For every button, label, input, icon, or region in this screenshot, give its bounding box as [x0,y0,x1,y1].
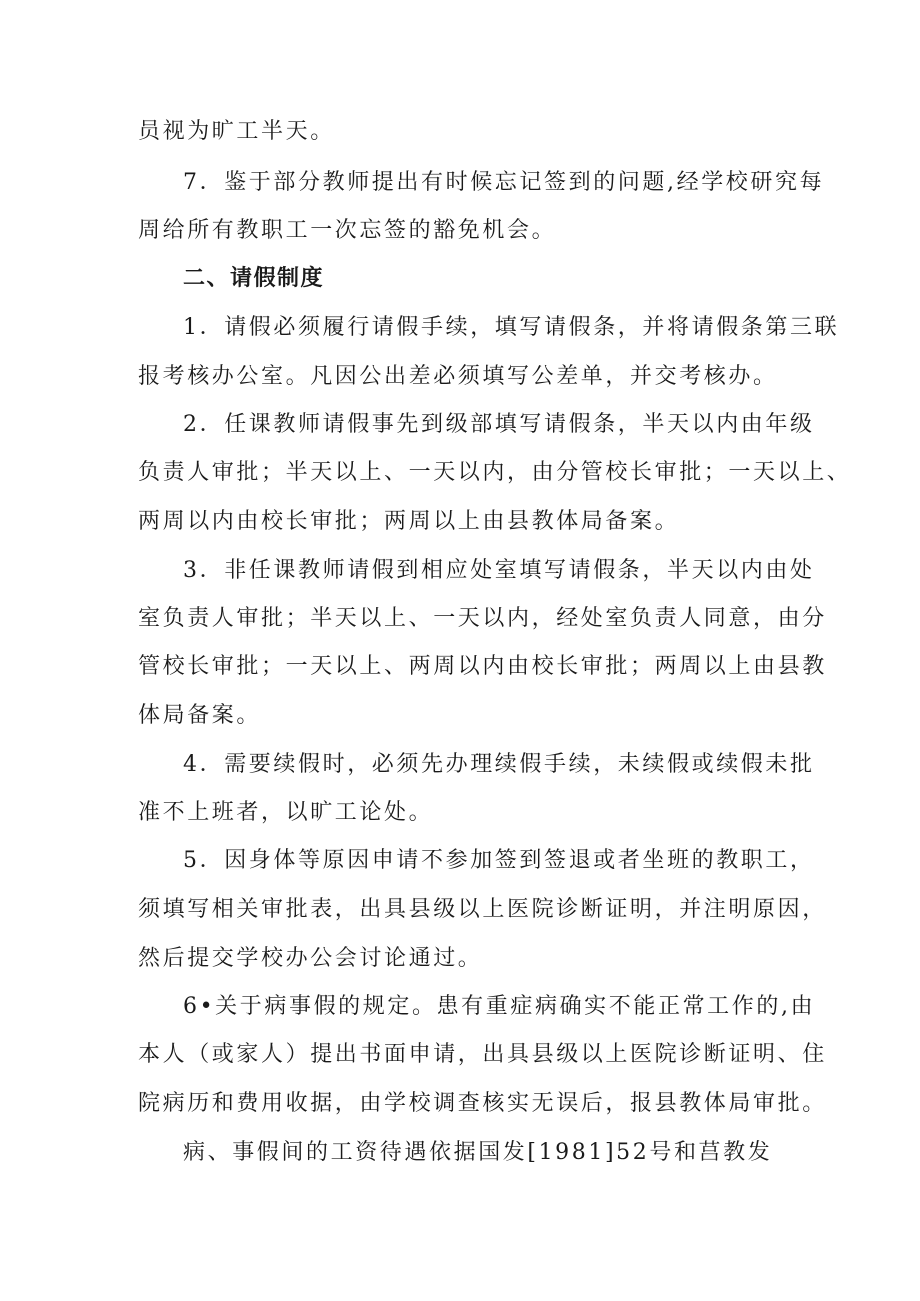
list-item-1-line-1: 1．请假必须履行请假手续，填写请假条，并将请假条第三联 [183,315,840,340]
list-item-2-line-3: 两周以内由校长审批；两周以上由县教体局备案。 [138,509,680,534]
list-item-3-line-4: 体局备案。 [138,703,262,728]
list-item-7-line-2: 周给所有教职工一次忘签的豁免机会。 [138,218,557,243]
list-item-6-line-1: 6•关于病事假的规定。患有重症病确实不能正常工作的,由 [183,994,816,1019]
section-heading-leave-policy: 二、请假制度 [183,266,325,291]
paragraph-salary-line-1: 病、事假间的工资待遇依据国发[1981]52号和莒教发 [183,1140,773,1165]
list-item-2-line-1: 2．任课教师请假事先到级部填写请假条，半天以内由年级 [183,412,815,437]
list-item-4-line-2: 准不上班者，以旷工论处。 [138,800,434,825]
list-item-3-line-2: 室负责人审批；半天以上、一天以内，经处室负责人同意，由分 [138,606,827,631]
list-item-4-line-1: 4．需要续假时，必须先办理续假手续，未续假或续假未批 [183,752,815,777]
list-item-5-line-1: 5．因身体等原因申请不参加签到签退或者坐班的教职工， [183,848,815,873]
list-item-2-line-2: 负责人审批；半天以上、一天以内，由分管校长审批；一天以上、 [138,460,852,485]
list-item-5-line-2: 须填写相关审批表，出具县级以上医院诊断证明，并注明原因， [138,897,827,922]
list-item-7-line-1: 7．鉴于部分教师提出有时候忘记签到的问题,经学校研究每 [183,170,825,195]
list-item-3-line-3: 管校长审批；一天以上、两周以内由校长审批；两周以上由县教 [138,654,827,679]
list-item-1-line-2: 报考核办公室。凡因公出差必须填写公差单，并交考核办。 [138,364,778,389]
list-item-3-line-1: 3．非任课教师请假到相应处室填写请假条，半天以内由处 [183,558,815,583]
text-line: 员视为旷工半天。 [138,119,335,144]
list-item-5-line-3: 然后提交学校办公会讨论通过。 [138,946,483,971]
list-item-6-line-2: 本人（或家人）提出书面申请，出具县级以上医院诊断证明、住 [138,1042,827,1067]
list-item-6-line-3: 院病历和费用收据，由学校调查核实无误后，报县教体局审批。 [138,1091,827,1116]
